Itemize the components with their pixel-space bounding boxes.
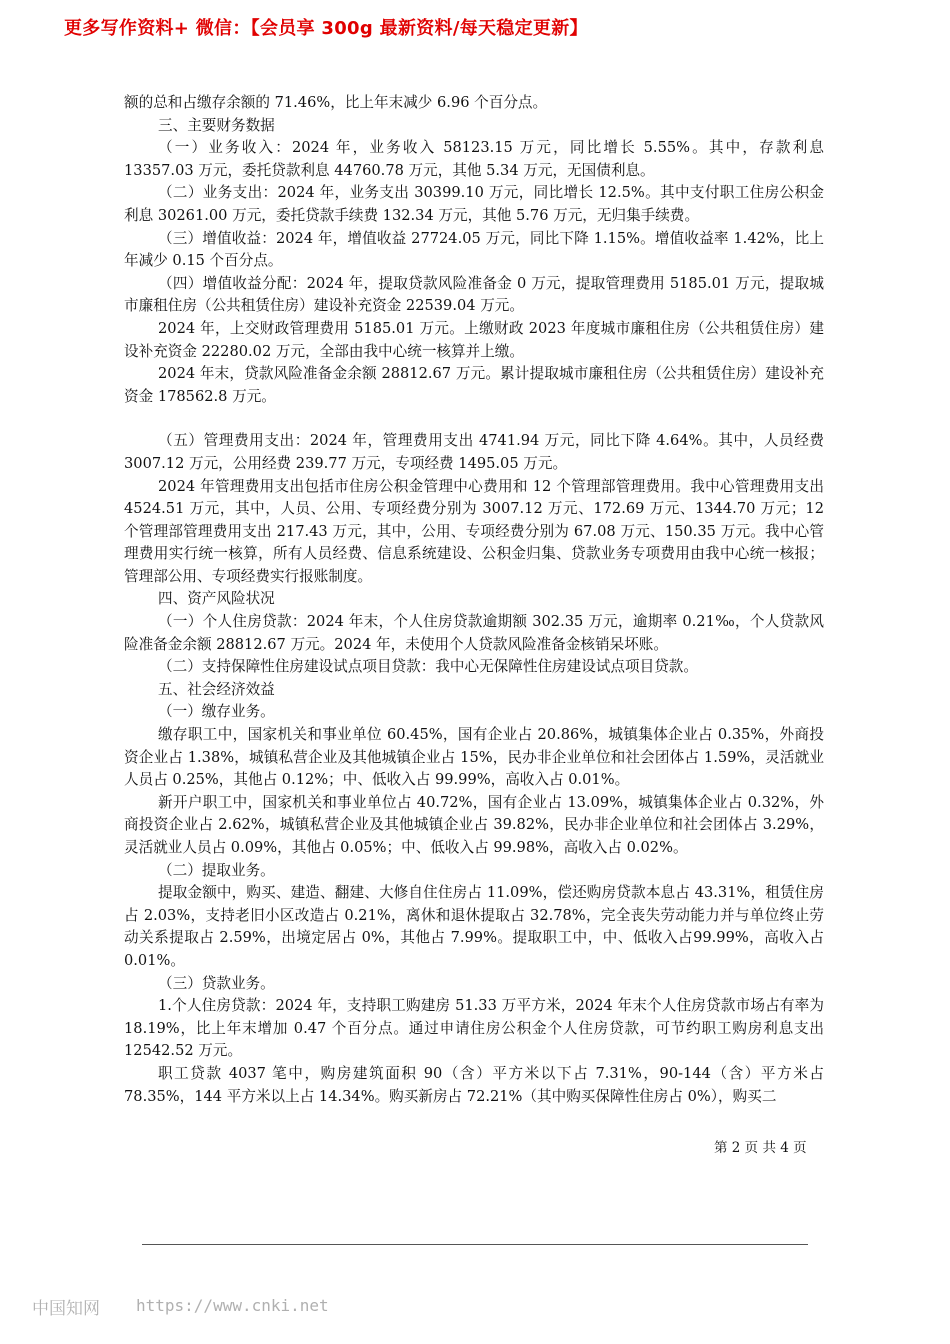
paragraph: （一）个人住房贷款：2024 年末，个人住房贷款逾期额 302.35 万元，逾期率 0.21‰，个人贷款风险准备金余额 28812.67 万元。2024 年，未使用个人贷款风险准备金核销呆坏账。 [124,613,824,653]
cnki-watermark-url: https://www.cnki.net [136,1296,329,1315]
paragraph: 五、社会经济效益 [158,680,275,698]
paragraph: 2024 年管理费用支出包括市住房公积金管理中心费用和 12 个管理部管理费用。我中心管理费用支出 4524.51 万元，其中，人员、公用、专项经费分别为 3007.12 万元、172.69 万元、1344.70 万元；12 个管理部管理费用支出 217.43 万元，其中，公用、专项经费分别为 67.08 万元、150.35 万元。我中心管理费用实行统一核算，所有人员经费、信息系统建设、公积金归集、贷款业务专项费用由我中心统一核报；管理部公用、专项经费实行报账制度。 [124,477,824,585]
paragraph: （一）缴存业务。 [158,703,275,721]
paragraph: （五）管理费用支出：2024 年，管理费用支出 4741.94 万元，同比下降 4.64%。其中，人员经费 3007.12 万元，公用经费 239.77 万元，专项经费 1495.05 万元。 [124,432,824,472]
paragraph: 提取金额中，购买、建造、翻建、大修自住住房占 11.09%，偿还购房贷款本息占 43.31%，租赁住房占 2.03%，支持老旧小区改造占 0.21%，离休和退休提取占 32.78%，完全丧失劳动能力并与单位终止劳动关系提取占 2.59%，出境定居占 0%，其他占 7.99%。提取职工中，中、低收入占99.99%，高收入占 0.01%。 [124,884,824,969]
paragraph: 额的总和占缴存余额的 71.46%，比上年末减少 6.96 个百分点。 [124,94,548,111]
promo-banner: 更多写作资料+ 微信：【会员享 300g 最新资料/每天稳定更新】 [64,18,588,39]
paragraph-gap [124,408,824,430]
paragraph: （一）业务收入：2024 年，业务收入 58123.15 万元，同比增长 5.55%。其中，存款利息 13357.03 万元，委托贷款利息 44760.78 万元，其他 5.34 万元，无国债利息。 [124,139,824,179]
paragraph: 职工贷款 4037 笔中，购房建筑面积 90（含）平方米以下占 7.31%，90-144（含）平方米占 78.35%，144 平方米以上占 14.34%。购买新房占 72.21%（其中购买保障性住房占 0%），购买二 [124,1064,824,1105]
footer-divider [142,1244,808,1245]
paragraph: 缴存职工中，国家机关和事业单位 60.45%，国有企业占 20.86%，城镇集体企业占 0.35%，外商投资企业占 1.38%，城镇私营企业及其他城镇企业占 15%，民办非企业单位和社会团体占 1.59%，灵活就业人员占 0.25%，其他占 0.12%；中、低收入占 99.99%，高收入占 0.01%。 [124,726,824,789]
paragraph: （三）增值收益：2024 年，增值收益 27724.05 万元，同比下降 1.15%。增值收益率 1.42%，比上年减少 0.15 个百分点。 [124,229,824,270]
paragraph: 2024 年末，贷款风险准备金余额 28812.67 万元。累计提取城市廉租住房（公共租赁住房）建设补充资金 178562.8 万元。 [124,365,824,405]
paragraph: （三）贷款业务。 [158,974,275,992]
paragraph: 三、主要财务数据 [158,116,275,134]
paragraph: 2024 年，上交财政管理费用 5185.01 万元。上缴财政 2023 年度城市廉租住房（公共租赁住房）建设补充资金 22280.02 万元，全部由我中心统一核算并上缴。 [124,319,824,360]
cnki-watermark-logo: 中国知网 [32,1299,100,1319]
document-body [124,92,824,1108]
paragraph: （四）增值收益分配：2024 年，提取贷款风险准备金 0 万元，提取管理费用 5185.01 万元，提取城市廉租住房（公共租赁住房）建设补充资金 22539.04 万元。 [124,274,824,315]
paragraph: （二）业务支出：2024 年，业务支出 30399.10 万元，同比增长 12.5%。其中支付职工住房公积金利息 30261.00 万元，委托贷款手续费 132.34 万元，其他 5.76 万元，无归集手续费。 [124,184,824,224]
paragraph: 1.个人住房贷款：2024 年，支持职工购建房 51.33 万平方米，2024 年末个人住房贷款市场占有率为 18.19%，比上年末增加 0.47 个百分点。通过申请住房公积金个人住房贷款，可节约职工购房利息支出 12542.52 万元。 [124,997,824,1060]
paragraph: 四、资产风险状况 [158,590,275,608]
paragraph: 新开户职工中，国家机关和事业单位占 40.72%，国有企业占 13.09%，城镇集体企业占 0.32%，外商投资企业占 2.62%，城镇私营企业及其他城镇企业占 39.82%，民办非企业单位和社会团体占 3.29%，灵活就业人员占 0.09%，其他占 0.05%；中、低收入占 99.98%，高收入占 0.02%。 [124,793,824,856]
page-number: 第 2 页 共 4 页 [714,1140,807,1156]
paragraph: （二）提取业务。 [158,861,275,879]
paragraph: （二）支持保障性住房建设试点项目贷款：我中心无保障性住房建设试点项目贷款。 [158,658,698,676]
